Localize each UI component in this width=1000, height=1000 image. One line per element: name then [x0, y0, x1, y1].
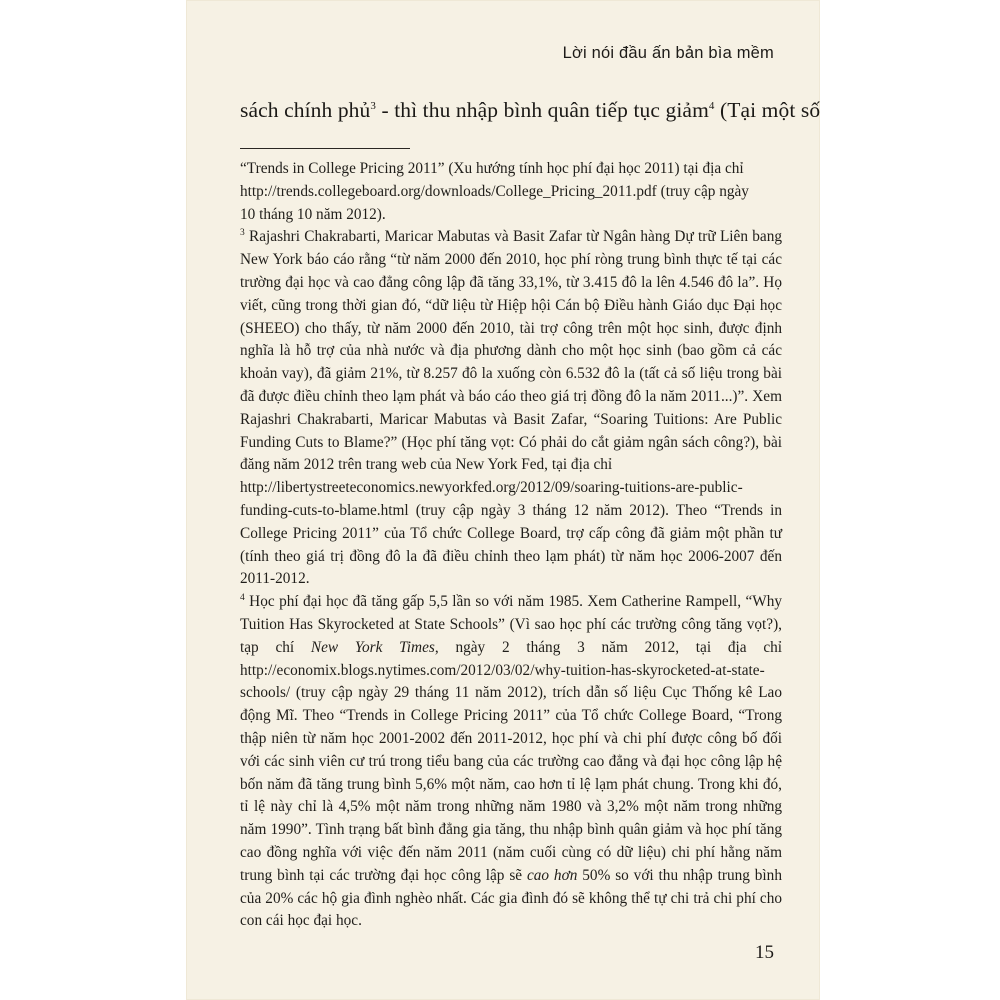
footnote-text: 50% so với thu nhập trung bình của 20% các hộ gia đình nghèo nhất. Các gia đình đó sẽ không thể tự chi trả chi phí cho con cái học đại học.: [240, 866, 782, 930]
footnote-text: Rajashri Chakrabarti, Maricar Mabutas và Basit Zafar từ Ngân hàng Dự trữ Liên bang New York báo cáo rằng “từ năm 2000 đến 2010, học phí ròng trung bình thực tế tại các trường đại học và cao đẳng công lập đã tăng 33,1%, từ 3.415 đô la lên 4.546 đô la”. Họ viết, cũng trong thời gian đó, “dữ liệu từ Hiệp hội Cán bộ Điều hành Giáo dục Đại học (SHEEO) cho thấy, từ năm 2000 đến 2010, tài trợ công trên một học sinh, được định nghĩa là hỗ trợ của nhà nước và địa phương dành cho một học sinh (bao gồm cả các khoản vay), đã giảm 21%, từ 8.257 đô la xuống còn 6.532 đô la (tất cả số liệu trong bài đã được điều chỉnh theo lạm phát và báo cáo theo giá trị đồng đô la năm 2011...)”. Xem Rajashri Chakrabarti, Maricar Mabutas và Basit Zafar, “Soaring Tuitions: Are Public Funding Cuts to Blame?” (Học phí tăng vọt: Có phải do cắt giảm ngân sách công?), bài đăng năm 2012 trên trang web của New York Fed, tại địa chỉ: [240, 228, 782, 474]
running-header: Lời nói đầu ấn bản bìa mềm: [562, 44, 774, 62]
footnote-4: [240, 591, 782, 933]
main-text-line: [240, 98, 820, 123]
footnote-marker: 3: [240, 228, 245, 239]
journal-title: New York Times: [310, 638, 435, 656]
main-text-part: (Tại một số: [714, 98, 821, 122]
book-page: [186, 0, 820, 1000]
footnote-text: Học phí đại học đã tăng gấp 5,5 lần so với năm 1985. Xem Catherine Rampell, “Why Tuition Has Skyrocketed at State Schools” (Vì sao học phí các trường công tăng vọt?), tạp chí: [240, 593, 782, 656]
footnote-continued: [240, 158, 782, 226]
main-text-part: sách chính phủ: [240, 98, 371, 122]
footnote-separator: [240, 148, 410, 149]
main-text-part: - thì thu nhập bình quân tiếp tục giảm: [375, 98, 709, 122]
footnote-url: http://libertystreeteconomics.newyorkfed.org/2012/09/soaring-tuitions-are-public-: [240, 479, 743, 497]
footnote-continued-line: 10 tháng 10 năm 2012).: [240, 205, 386, 223]
emphasized-text: cao hơn: [526, 866, 578, 884]
footnote-continued-line: http://trends.collegeboard.org/downloads/College_Pricing_2011.pdf (truy cập ngày: [240, 182, 749, 200]
footnote-reference-4: 4: [708, 99, 715, 112]
page-number: 15: [755, 942, 774, 963]
footnote-3: [240, 226, 782, 591]
footnote-text: funding-cuts-to-blame.html (truy cập ngày 3 tháng 12 năm 2012). Theo “Trends in College Pricing 2011” của Tổ chức College Board, trợ cấp công đã giảm một phần tư (tính theo giá trị đồng đô la đã điều chỉnh theo lạm phát) từ năm học 2006-2007 đến 2011-2012.: [240, 501, 782, 588]
footnote-continued-line: “Trends in College Pricing 2011” (Xu hướng tính học phí đại học 2011) tại địa chỉ: [240, 160, 744, 177]
footnote-reference-3: 3: [370, 99, 376, 112]
footnote-text: , ngày 2 tháng 3 năm 2012, tại địa chỉ http://economix.blogs.nytimes.com/2012/03/02/why-tuition-has-skyrocketed-at-state-schools/ (truy cập ngày 29 tháng 11 năm 2012), trích dẫn số liệu Cục Thống kê Lao động Mĩ. Theo “Trends in College Pricing 2011” của Tổ chức College Board, “Trong thập niên từ năm học 2001-2002 đến 2011-2012, học phí và chi phí được công bố đối với các sinh viên cư trú trong tiểu bang của các trường cao đẳng và đại học công lập hệ bốn năm đã tăng trung bình 5,6% một năm, cao hơn tỉ lệ lạm phát chung. Trong khi đó, tỉ lệ này chỉ là 4,5% một năm trong những năm 1980 và 3,2% một năm trong những năm 1990”. Tình trạng bất bình đẳng gia tăng, thu nhập bình quân giảm và học phí tăng cao đồng nghĩa với việc đến năm 2011 (năm cuối cùng có dữ liệu) chi phí hằng năm trung bình tại các trường đại học công lập sẽ: [240, 638, 783, 884]
footnotes: [240, 158, 782, 933]
footnote-marker: 4: [240, 593, 245, 604]
